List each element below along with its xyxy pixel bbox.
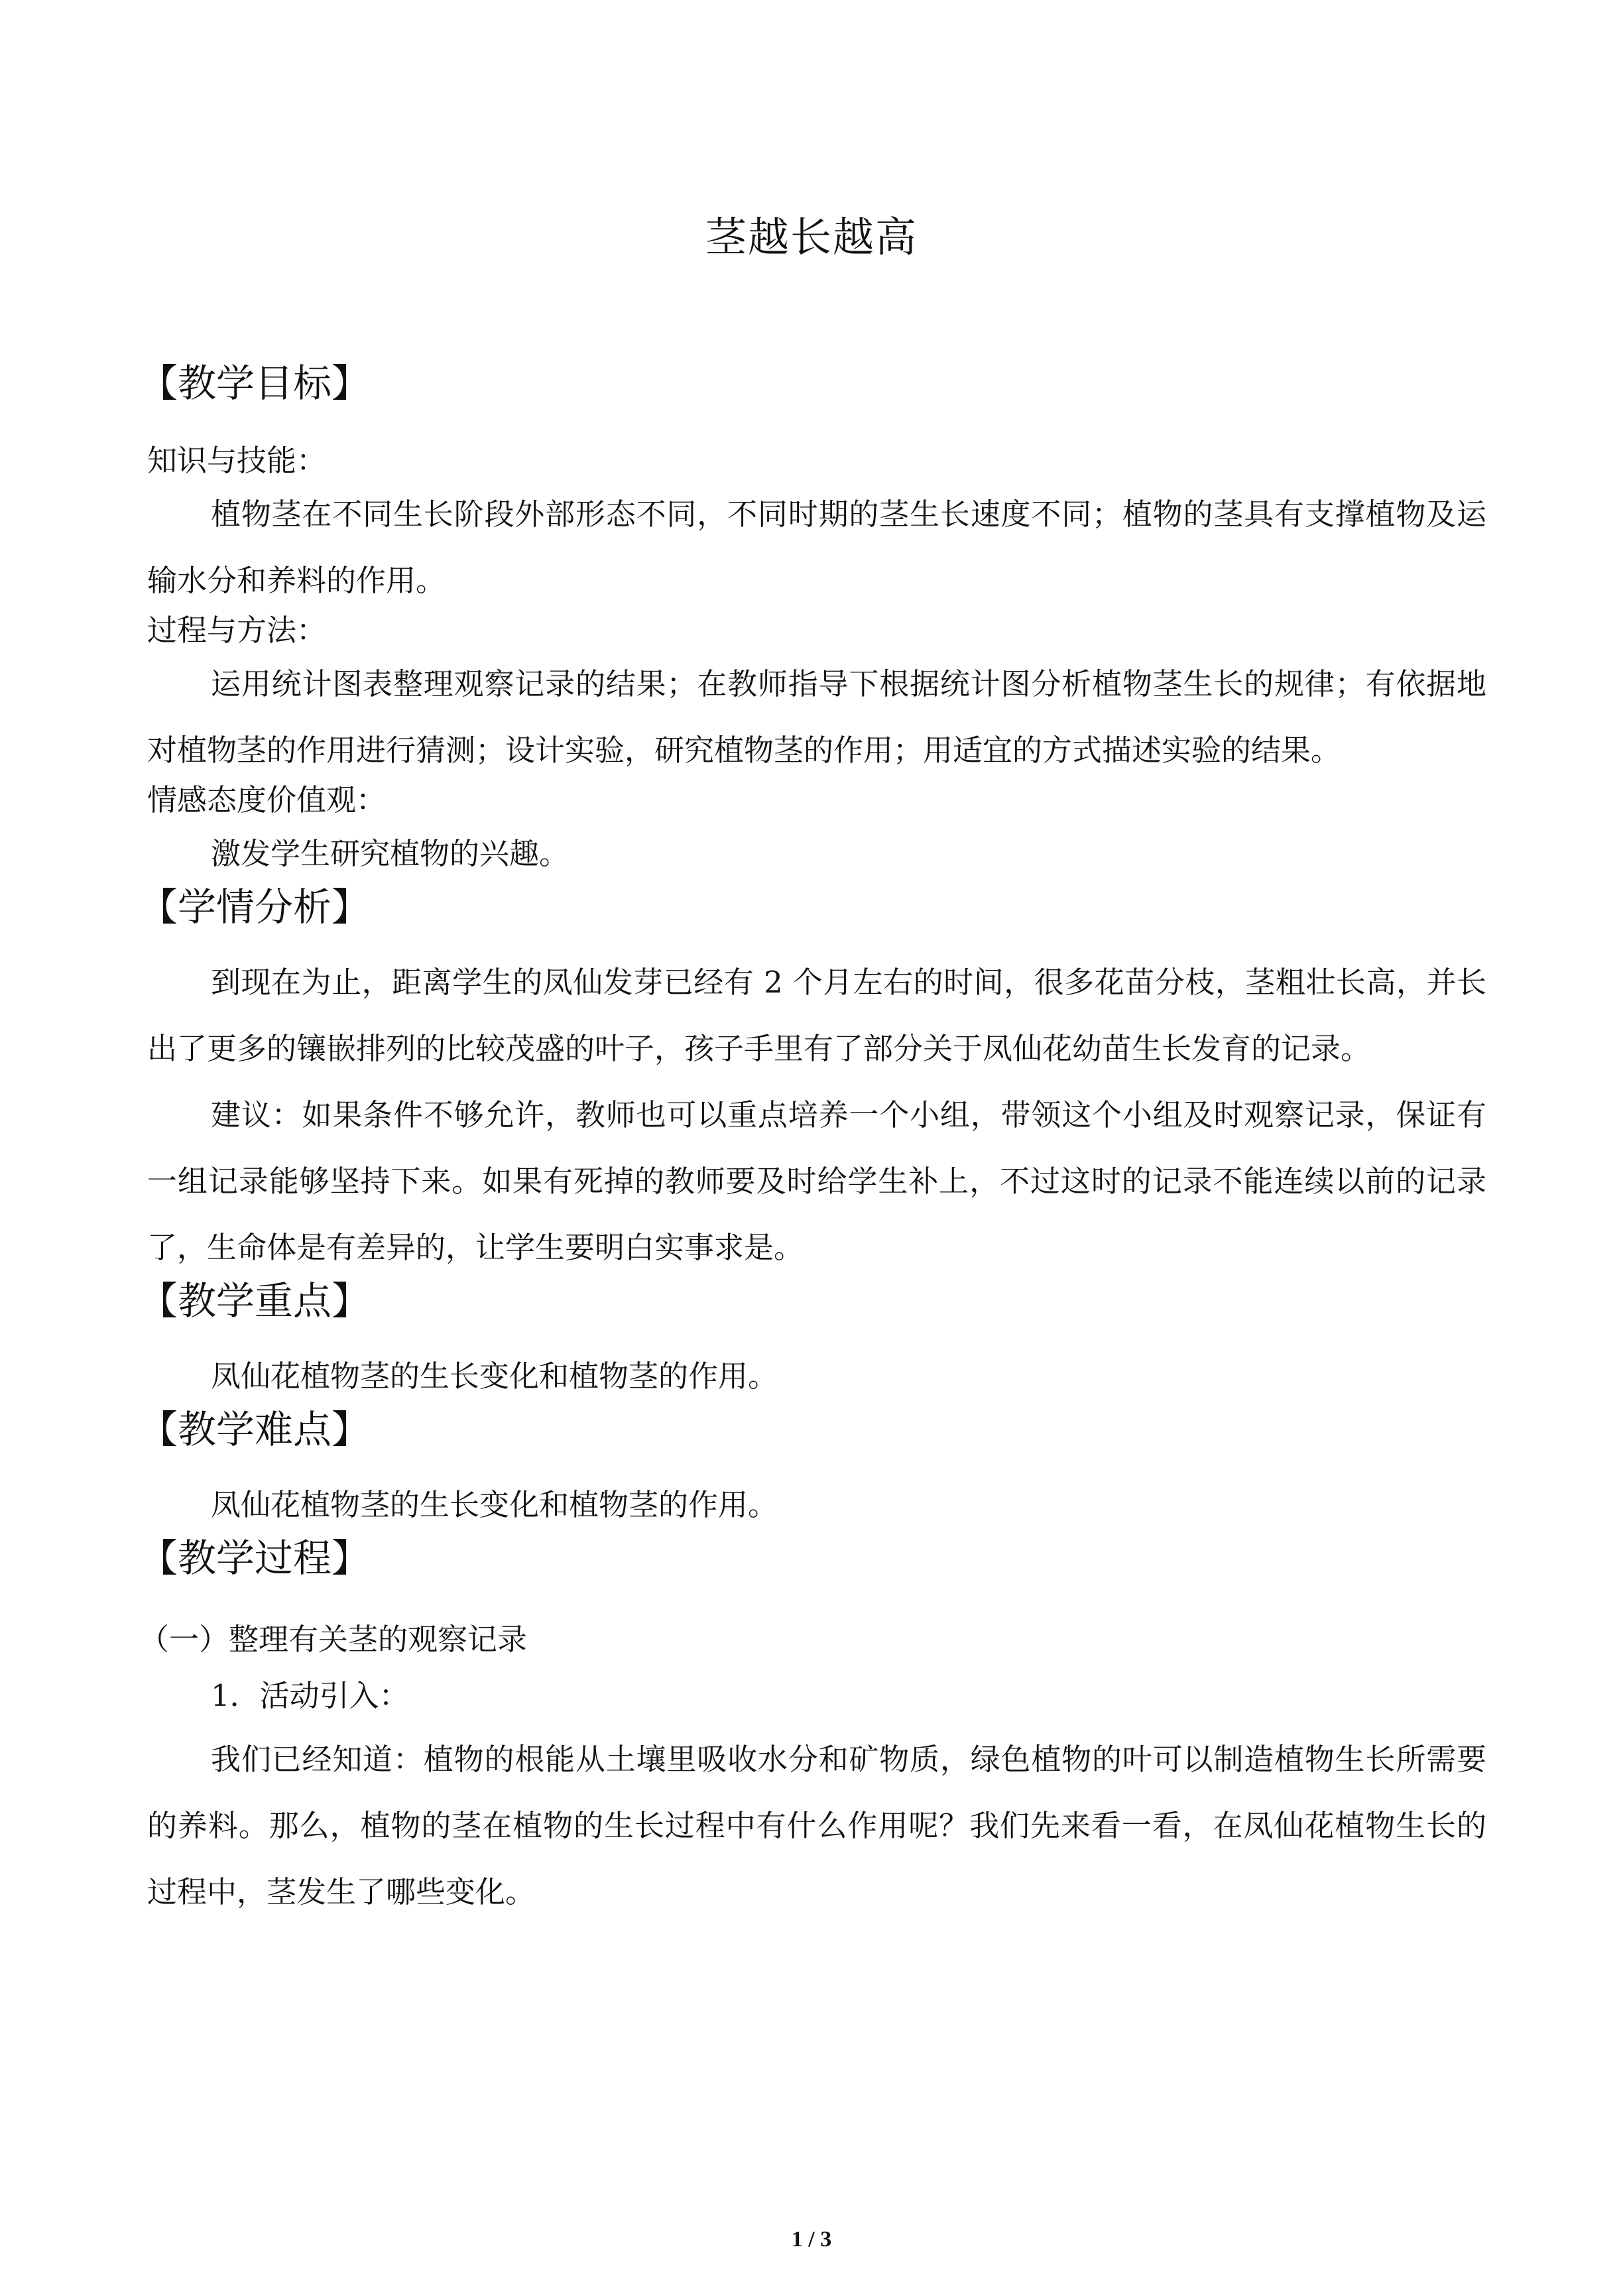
heading-objectives: 【教学目标】 [139, 361, 371, 406]
step-activity-intro: 1．活动引入： [211, 1678, 409, 1713]
paragraph-difficulties: 凤仙花植物茎的生长变化和植物茎的作用。 [211, 1487, 778, 1522]
paragraph-analysis-1: 到现在为止，距离学生的凤仙发芽已经有 2 个月左右的时间，很多花苗分枝，茎粗壮长高，并长出了更多的镶嵌排列的比较茂盛的叶子，孩子手里有了部分关于凤仙花幼苗生长发育的记录。 [147, 965, 1486, 1066]
paragraph-emotion: 激发学生研究植物的兴趣。 [211, 836, 570, 871]
heading-analysis: 【学情分析】 [139, 884, 371, 930]
heading-process: 【教学过程】 [139, 1536, 371, 1581]
document-body [139, 358, 1486, 1925]
heading-difficulties: 【教学难点】 [139, 1407, 371, 1452]
heading-key-points: 【教学重点】 [139, 1278, 371, 1323]
paragraph-process-1: 我们已经知道：植物的根能从土壤里吸收水分和矿物质，绿色植物的叶可以制造植物生长所需要的养料。那么，植物的茎在植物的生长过程中有什么作用呢？我们先来看一看，在凤仙花植物生长的过程中，茎发生了哪些变化。 [147, 1742, 1486, 1909]
paragraph-process: 运用统计图表整理观察记录的结果；在教师指导下根据统计图分析植物茎生长的规律；有依据地对植物茎的作用进行猜测；设计实验，研究植物茎的作用；用适宜的方式描述实验的结果。 [147, 666, 1486, 768]
label-emotion: 情感态度价值观： [147, 782, 387, 817]
label-knowledge: 知识与技能： [147, 443, 327, 478]
document-title: 茎越长越高 [705, 213, 918, 261]
paragraph-analysis-2: 建议：如果条件不够允许，教师也可以重点培养一个小组，带领这个小组及时观察记录，保证有一组记录能够坚持下来。如果有死掉的教师要及时给学生补上，不过这时的记录不能连续以前的记录了，生命体是有差异的，让学生要明白实事求是。 [147, 1097, 1486, 1265]
paragraph-knowledge: 植物茎在不同生长阶段外部形态不同，不同时期的茎生长速度不同；植物的茎具有支撑植物及运输水分和养料的作用。 [147, 497, 1486, 598]
label-process: 过程与方法： [147, 613, 327, 648]
page-number: 1 / 3 [791, 2227, 832, 2252]
paragraph-key-points: 凤仙花植物茎的生长变化和植物茎的作用。 [211, 1359, 778, 1394]
subheading-process-1: （一）整理有关茎的观察记录 [139, 1622, 528, 1657]
